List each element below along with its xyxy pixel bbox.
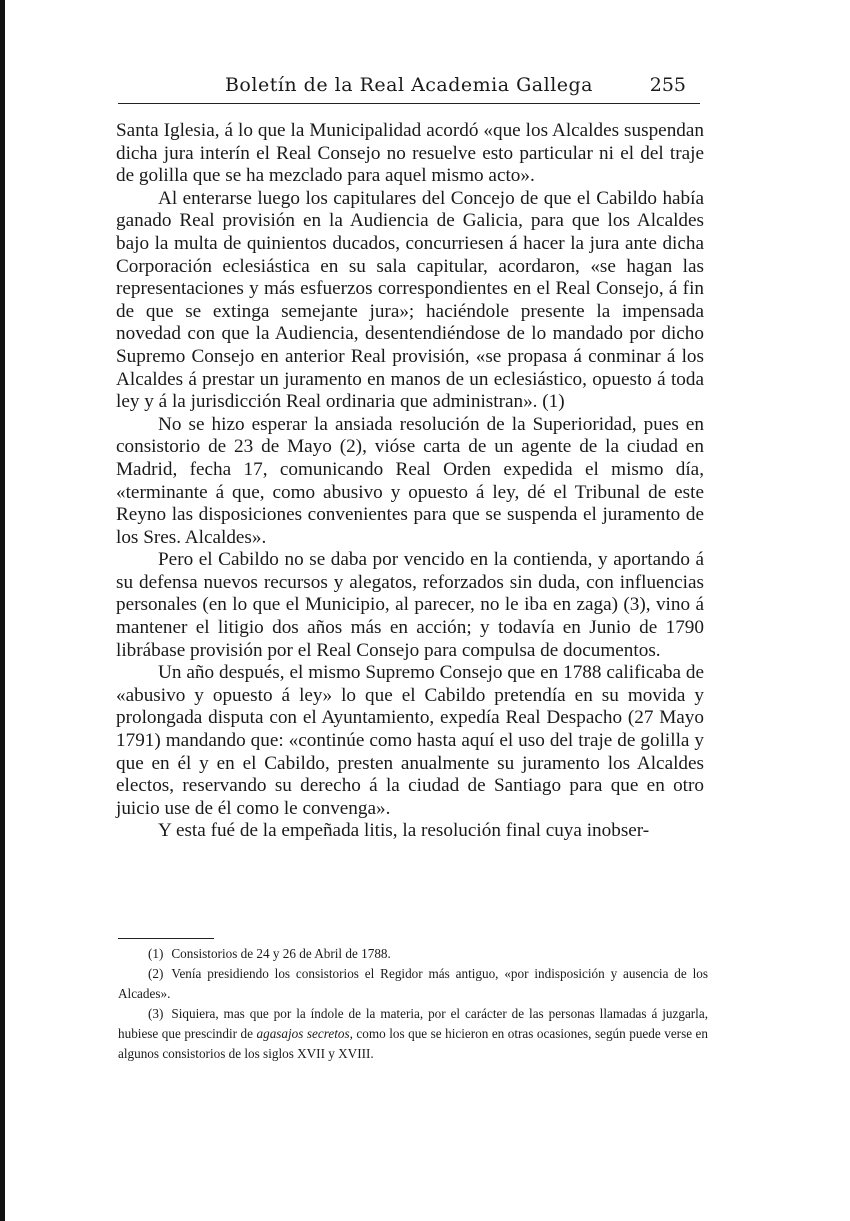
binding-edge xyxy=(0,0,5,1221)
footnote-rule xyxy=(118,938,214,939)
footnote xyxy=(118,944,708,964)
header-rule xyxy=(118,103,700,104)
footnote-number: (3) xyxy=(148,1006,164,1021)
footnote-text: como los que se hicieron en otras ocasiones, según puede verse en algunos consistorios de los siglos XVII y XVIII. xyxy=(118,1026,708,1061)
footnote-text: Consistorios de 24 y 26 de Abril de 1788. xyxy=(171,946,391,961)
running-header xyxy=(118,74,700,102)
footnote-italic-text: agasajos secretos, xyxy=(256,1026,353,1041)
paragraph: Al enterarse luego los capitulares del Concejo de que el Cabildo había ganado Real provisión en la Audiencia de Galicia, para que los Alcaldes bajo la multa de quinientos ducados, concurriesen á hacer la jura ante dicha Corporación eclesiástica en su sala capitular, acordaron, «se hagan las representaciones y más esfuerzos correspondientes en el Real Consejo, á fin de que se extinga semejante jura»; haciéndole presente la impensada novedad con que la Audiencia, desentendiéndose de lo mandado por dicho Supremo Consejo en anterior Real provisión, «se propasa á conminar á los Alcaldes á prestar un juramento en manos de un eclesiástico, opuesto á toda ley y á la jurisdicción Real ordinaria que administran». (1) xyxy=(116,187,704,413)
paragraph: Santa Iglesia, á lo que la Municipalidad acordó «que los Alcaldes suspendan dicha jura interín el Real Consejo no resuelve esto particular ni el del traje de golilla que se ha mezclado para aquel mismo acto». xyxy=(116,120,704,187)
paragraph: Y esta fué de la empeñada litis, la resolución final cuya inobser- xyxy=(158,820,650,842)
footnote-text: Venía presidiendo los consistorios el Regidor más antiguo, «por indisposición y ausencia de los Alcades». xyxy=(118,966,708,1001)
paragraph: No se hizo esperar la ansiada resolución de la Superioridad, pues en consistorio de 23 de Mayo (2), vióse carta de un agente de la ciudad en Madrid, fecha 17, comunicando Real Orden expedida el mismo día, «terminante á que, como abusivo y opuesto á ley, dé el Tribunal de este Reyno las disposiciones convenientes para que se suspenda el juramento de los Sres. Alcaldes». xyxy=(116,413,704,548)
footnote-number: (1) xyxy=(148,946,164,961)
journal-title: Boletín de la Real Academia Gallega xyxy=(224,74,594,96)
body-text xyxy=(116,120,704,843)
footnote xyxy=(118,1004,708,1064)
page-number: 255 xyxy=(649,74,686,96)
footnote-number: (2) xyxy=(148,966,164,981)
footnotes xyxy=(118,944,708,1064)
footnote xyxy=(118,964,708,1004)
paragraph: Pero el Cabildo no se daba por vencido en la contienda, y aportando á su defensa nuevos recursos y alegatos, reforzados sin duda, con influencias personales (en lo que el Municipio, al parecer, no le iba en zaga) (3), vino á mantener el litigio dos años más en acción; y todavía en Junio de 1790 librábase provisión por el Real Consejo para compulsa de documentos. xyxy=(116,549,704,661)
paragraph: Un año después, el mismo Supremo Consejo que en 1788 calificaba de «abusivo y opuesto á ley» lo que el Cabildo pretendía en su movida y prolongada disputa con el Ayuntamiento, expedía Real Despacho (27 Mayo 1791) mandando que: «continúe como hasta aquí el uso del traje de golilla y que en él y en el Cabildo, presten anualmente su juramento los Alcaldes electos, reservando su derecho á la ciudad de Santiago para que en otro juicio use de él como le convenga». xyxy=(116,662,704,819)
footnote-text: Siquiera, mas que por la índole de la materia, por el carácter de las personas llamadas á juzgarla, hubiese que prescindir de xyxy=(118,1006,708,1041)
